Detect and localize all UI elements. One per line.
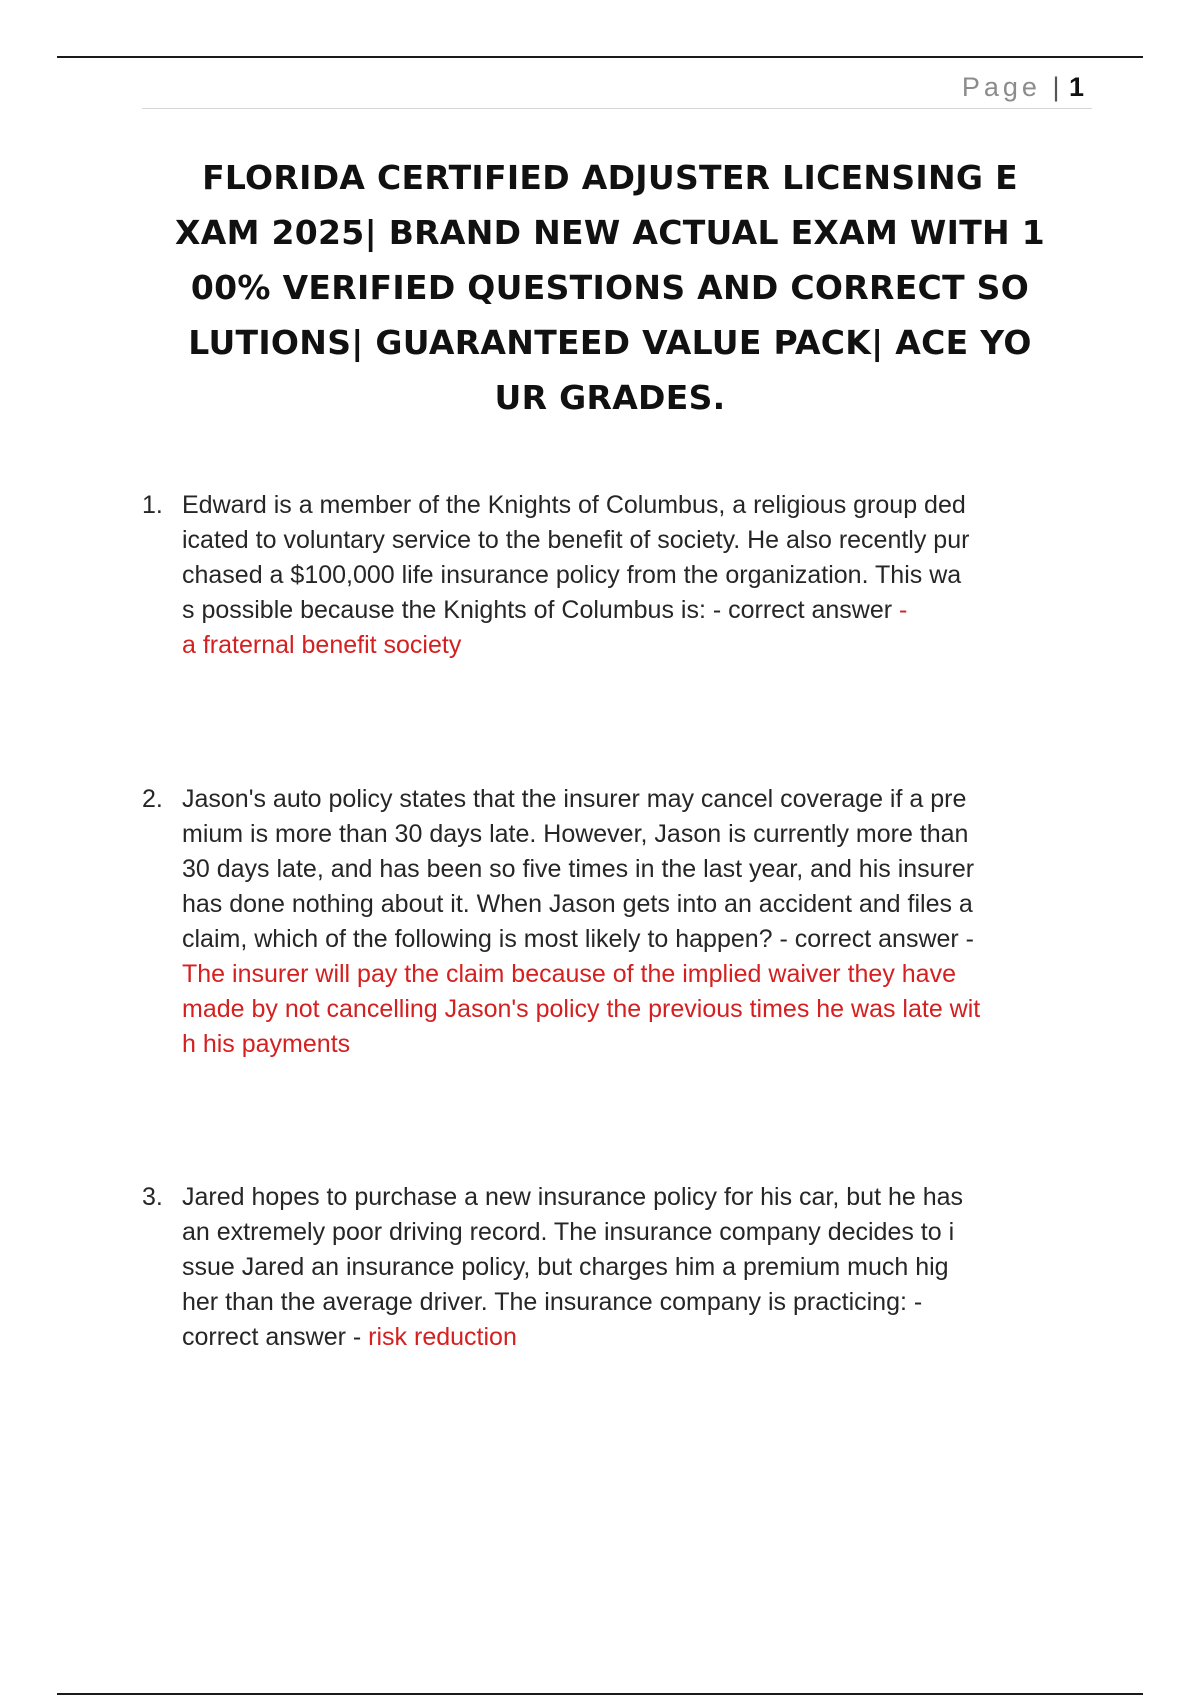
correct-answer: The insurer will pay the claim because of the implied waiver they have made by not cancelling Jason's policy the previous times he was late wit h his payments [182, 960, 981, 1058]
question-number: 2. [142, 785, 163, 813]
question-text [182, 782, 1092, 1062]
question-item-2 [142, 782, 1092, 1062]
document-title: FLORIDA CERTIFIED ADJUSTER LICENSING E XAM 2025| BRAND NEW ACTUAL EXAM WITH 1 00% VERIFIED QUESTIONS AND CORRECT SO LUTIONS| GUARANTEED VALUE PACK| ACE YO UR GRADES. [175, 158, 1045, 417]
top-border-rule [57, 56, 1143, 58]
question-prompt: Jared hopes to purchase a new insurance policy for his car, but he has an extremely poor driving record. The insurance company decides to i ssue Jared an insurance policy, but charges him a premium much hig her than the average driver. The insurance company is practicing: - correct answer - [182, 1183, 964, 1351]
question-prompt: Jason's auto policy states that the insurer may cancel coverage if a pre mium is more than 30 days late. However, Jason is currently more than 30 days late, and has been so five times in the last year, and his insurer has done nothing about it. When Jason gets into an accident and files a claim, which of the following is most likely to happen? - correct answer - [182, 785, 975, 953]
correct-answer: risk reduction [368, 1323, 517, 1351]
bottom-border-rule [57, 1693, 1143, 1695]
correct-answer: - a fraternal benefit society [182, 596, 908, 659]
question-number: 3. [142, 1183, 163, 1211]
page-separator: | [1052, 72, 1060, 102]
question-item-1 [142, 488, 1092, 663]
question-text [182, 1180, 1092, 1355]
question-item-3 [142, 1180, 1092, 1355]
question-text [182, 488, 1092, 663]
question-prompt: Edward is a member of the Knights of Columbus, a religious group ded icated to voluntary service to the benefit of society. He also recently pur chased a $100,000 life insurance policy from the organization. This wa s possible because the Knights of Columbus is: - correct answer [182, 491, 970, 624]
page-header [142, 66, 1092, 109]
page-label: Page [961, 72, 1041, 102]
question-number: 1. [142, 491, 163, 519]
page-number: 1 [1068, 72, 1084, 102]
